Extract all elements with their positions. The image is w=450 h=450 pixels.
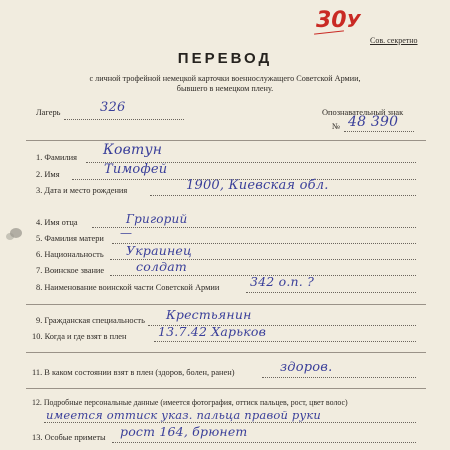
field-12-value: имеется оттиск указ. пальца правой руки xyxy=(46,408,322,422)
field-9-value: Крестьянин xyxy=(166,307,252,322)
field-2-label: 2. Имя xyxy=(36,170,60,179)
field-11-rule xyxy=(262,377,416,378)
field-8-label: 8. Наименование воинской части Советской Армии xyxy=(36,283,220,292)
field-8-rule xyxy=(246,292,416,293)
field-7-label: 7. Воинское звание xyxy=(36,266,105,275)
field-3-rule xyxy=(150,195,416,196)
camp-rule xyxy=(64,119,184,120)
field-1-label: 1. Фамилия xyxy=(36,153,78,162)
field-2-value: Тимофей xyxy=(104,162,168,177)
field-4-label: 4. Имя отца xyxy=(36,218,78,227)
field-12-label: 12. Подробные персональные данные (имеется фотография, оттиск пальцев, рост, цвет волос) xyxy=(32,398,348,407)
field-9-label: 9. Гражданская специальность xyxy=(36,316,145,325)
field-10-value: 13.7.42 Харьков xyxy=(158,324,267,339)
field-12-rule xyxy=(44,422,416,423)
camp-label: Лагерь xyxy=(36,108,61,117)
section-divider-2 xyxy=(26,352,426,353)
field-3-value: 1900, Киевская обл. xyxy=(186,178,329,193)
subtitle-line-1: с личной трофейной немецкой карточки военнослужащего Советской Армии, xyxy=(89,74,361,83)
red-number: 30 xyxy=(316,8,347,33)
field-13-value: рост 164, брюнет xyxy=(120,424,248,439)
field-7-value: солдат xyxy=(136,259,187,274)
field-4-rule xyxy=(92,227,416,228)
punch-hole-shadow xyxy=(6,233,14,240)
field-10-label: 10. Когда и где взят в плен xyxy=(32,332,127,341)
red-number-mark xyxy=(316,8,361,33)
field-11-label: 11. В каком состоянии взят в плен (здоров, болен, ранен) xyxy=(32,368,235,377)
camp-value: 326 xyxy=(100,100,126,115)
section-divider-3 xyxy=(26,388,426,389)
section-divider-1 xyxy=(26,304,426,305)
ident-mark-rule xyxy=(344,131,414,132)
header-divider xyxy=(26,140,426,141)
field-11-value: здоров. xyxy=(280,360,333,375)
ident-mark-value: 48 390 xyxy=(348,114,399,130)
field-6-label: 6. Национальность xyxy=(36,250,104,259)
field-13-label: 13. Особые приметы xyxy=(32,433,106,442)
field-6-value: Украинец xyxy=(126,243,192,258)
field-13-rule xyxy=(112,442,416,443)
classification-label: Сов. секретно xyxy=(370,36,418,45)
field-1-value: Ковтун xyxy=(103,142,163,158)
subtitle-line-2: бывшего в немецком плену. xyxy=(176,84,274,93)
field-5-value: — xyxy=(120,226,133,240)
field-5-label: 5. Фамилия матери xyxy=(36,234,104,243)
field-3-label: 3. Дата и место рождения xyxy=(36,186,128,195)
field-10-rule xyxy=(154,341,416,342)
field-4-value: Григорий xyxy=(126,212,188,226)
ident-mark-label: Опознавательный знак xyxy=(322,108,404,117)
red-letter: У xyxy=(346,11,361,32)
document-title: ПЕРЕВОД xyxy=(177,50,273,67)
field-8-value: 342 о.п. ? xyxy=(250,274,315,289)
ident-mark-prefix: № xyxy=(332,122,340,131)
